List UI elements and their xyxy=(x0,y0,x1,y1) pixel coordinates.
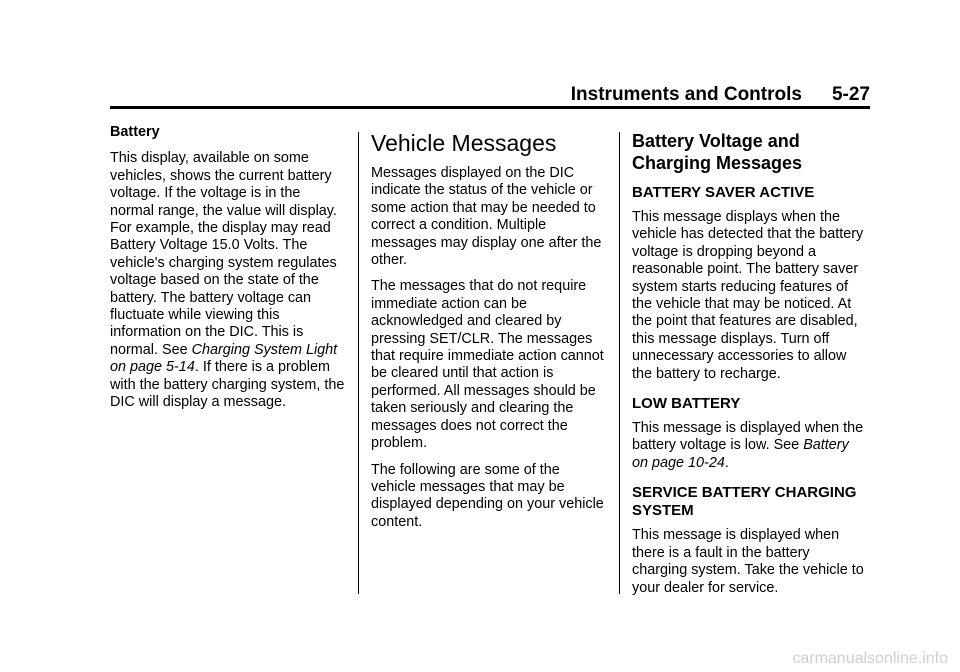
watermark: carmanualsonline.info xyxy=(792,650,948,667)
low-battery-text: This message is displayed when the battery voltage is low. See Battery on page 10-24. xyxy=(632,420,864,471)
column-divider-left xyxy=(358,132,359,594)
column-left xyxy=(110,124,346,421)
page-header xyxy=(110,84,870,106)
battery-subheading: Battery xyxy=(110,124,160,140)
vehicle-messages-paragraph-3: The following are some of the vehicle messages that may be displayed depending on your vehicle content. xyxy=(371,461,604,530)
charging-system-light-reference[interactable]: Charging System Light on page 5-14 xyxy=(110,341,338,376)
battery-voltage-heading: Battery Voltage and Charging Messages xyxy=(632,131,803,173)
service-battery-text: This message is displayed when there is a fault in the battery charging system. Take the vehicle to your dealer for service. xyxy=(632,527,864,596)
column-divider-right xyxy=(619,132,620,594)
page-number: 5-27 xyxy=(831,84,870,105)
column-middle xyxy=(371,124,607,540)
battery-paragraph: This display, available on some vehicles, shows the current battery voltage. If the voltage is in the normal range, the value will display. For example, the display may read Battery Voltage 15.0 Volts. The vehicle's charging system regulates voltage based on the state of the battery. The battery voltage can fluctuate while viewing this information on the DIC. This is normal. See Charging System Light on page 5-14. If there is a problem with the battery charging system, the DIC will display a message. xyxy=(110,150,345,411)
column-right xyxy=(632,124,868,606)
section-title: Instruments and Controls xyxy=(570,84,802,105)
vehicle-messages-heading: Vehicle Messages xyxy=(371,130,557,156)
vehicle-messages-paragraph-2: The messages that do not require immediate action can be acknowledged and cleared by pressing SET/CLR. The messages that require immediate action cannot be cleared until that action is performed. All messages should be taken seriously and clearing the messages does not correct the problem. xyxy=(371,278,604,452)
low-battery-heading: LOW BATTERY xyxy=(632,395,741,413)
header-rule xyxy=(110,106,870,109)
battery-saver-active-text: This message displays when the vehicle has detected that the battery voltage is dropping beyond a reasonable point. The battery saver system starts reducing features of the vehicle that may be noticed. At the point that features are disabled, this message displays. Turn off unnecessary accessories to allow the battery to recharge. xyxy=(632,209,864,382)
vehicle-messages-paragraph-1: Messages displayed on the DIC indicate the status of the vehicle or some action that may be needed to correct a condition. Multiple messages may display one after the other. xyxy=(371,165,602,269)
battery-reference[interactable]: Battery on page 10-24 xyxy=(632,437,849,471)
battery-saver-active-heading: BATTERY SAVER ACTIVE xyxy=(632,184,815,201)
service-battery-heading: SERVICE BATTERY CHARGING SYSTEM xyxy=(632,484,857,520)
